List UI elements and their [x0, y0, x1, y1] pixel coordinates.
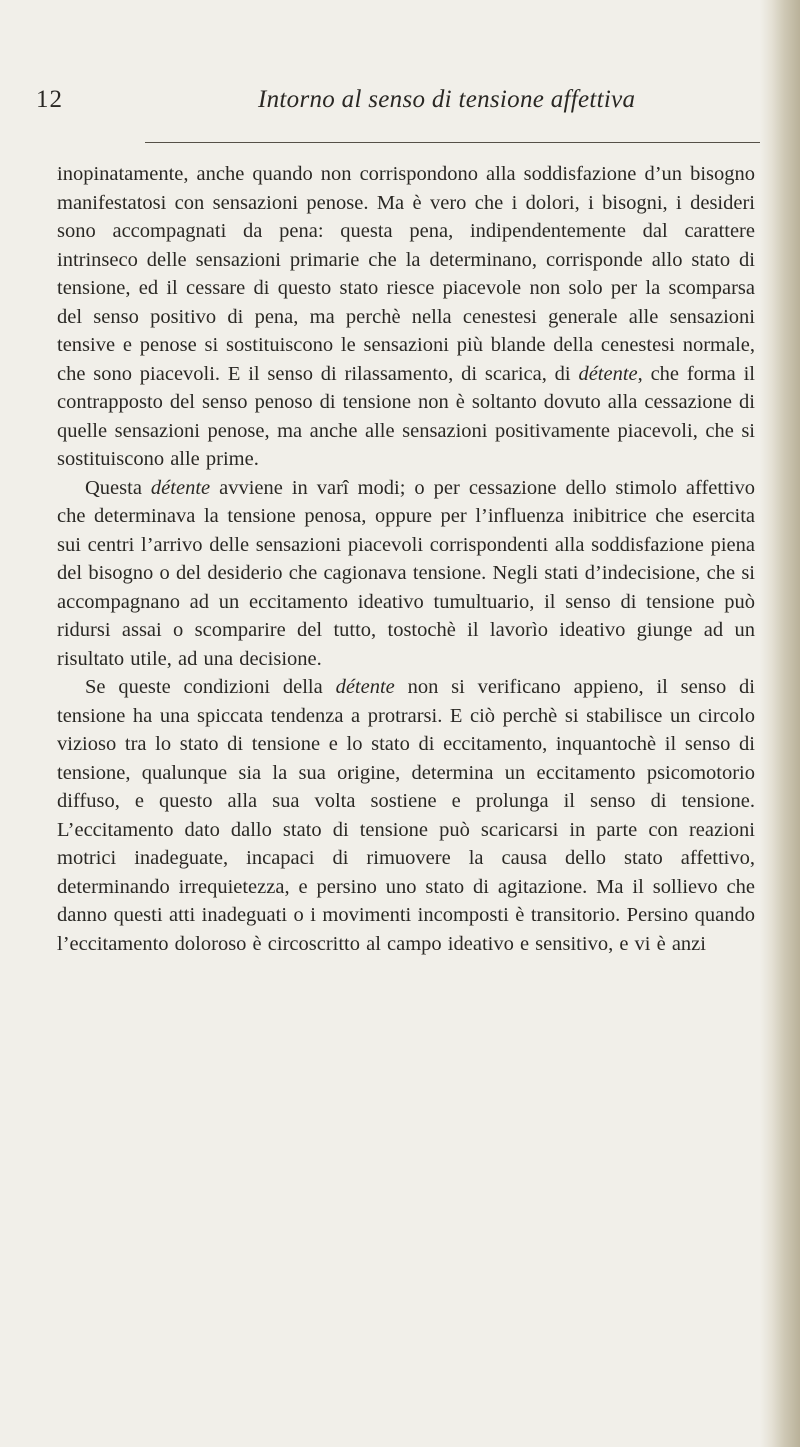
paragraph-p3	[57, 673, 755, 958]
text-segment: avviene in varî modi; o per cessazione dello stimolo affettivo che determinava la tensione penosa, oppure per l’influenza inibitrice che esercita sui centri l’arrivo delle sensazioni piacevoli corrispondenti alla soddisfazione piena del bisogno o del desiderio che cagionava tensione. Negli stati d’indecisione, che si accompagnano ad un eccitamento ideativo tumultuario, il senso di tensione può ridursi assai o scomparire del tutto, tostochè il lavorìo ideativo giunge ad un risultato utile, ad una decisione.	[57, 476, 755, 670]
text-segment: Se queste condizioni della	[85, 676, 336, 698]
italic-term: détente	[578, 362, 638, 385]
page-header	[36, 86, 736, 126]
text-segment: , che forma il contrapposto del senso penoso di tensione non è soltanto dovuto alla cessazione di quelle sensazioni penose, ma anche alle sensazioni positivamente piacevoli, che si sostituiscono alle prime.	[57, 362, 755, 470]
text-segment: non si verificano appieno, il senso di tensione ha una spiccata tendenza a protrarsi. E ciò perchè si stabilisce un circolo vizioso tra lo stato di tensione e lo stato di eccitamento, inquantochè il senso di tensione, qualunque sia la sua origine, determina un eccitamento psicomotorio diffuso, e questo alla sua volta sostiene e prolunga il senso di tensione. L’eccitamento dato dallo stato di tensione può scaricarsi in parte con reazioni motrici inadeguate, incapaci di rimuovere la causa dello stato affettivo, determinando irrequietezza, e persino uno stato di agitazione. Ma il sollievo che danno questi atti inadeguati o i movimenti incomposti è transitorio. Persino quando l’eccitamento doloroso è circoscritto al campo ideativo e sensitivo, e vi è anzi	[57, 676, 755, 955]
header-rule	[145, 142, 760, 143]
book-spine-shadow	[760, 0, 800, 1447]
paragraph-p1	[57, 160, 755, 474]
running-title: Intorno al senso di tensione affettiva	[258, 86, 636, 113]
page-number: 12	[36, 86, 63, 113]
text-segment: Questa	[85, 476, 151, 499]
text-segment: inopinatamente, anche quando non corrispondono alla soddisfazione d’un bisogno manifestatosi con sensazioni penose. Ma è vero che i dolori, i bisogni, i desideri sono accompagnati da pena: questa pena, indipendentemente dal carattere intrinseco delle sensazioni primarie che la determinano, corrisponde allo stato di tensione, ed il cessare di questo stato riesce piacevole non solo per la scomparsa del senso positivo di pena, ma perchè nella cenestesi generale alle sensazioni tensive e penose si sostituiscono le sensazioni più blande della cenestesi normale, che sono piacevoli. E il senso di rilassamento, di scarica, di	[57, 163, 755, 385]
body-text	[57, 160, 755, 958]
italic-term: détente	[335, 676, 395, 698]
italic-term: détente	[150, 476, 211, 499]
paragraph-p2	[57, 474, 755, 674]
